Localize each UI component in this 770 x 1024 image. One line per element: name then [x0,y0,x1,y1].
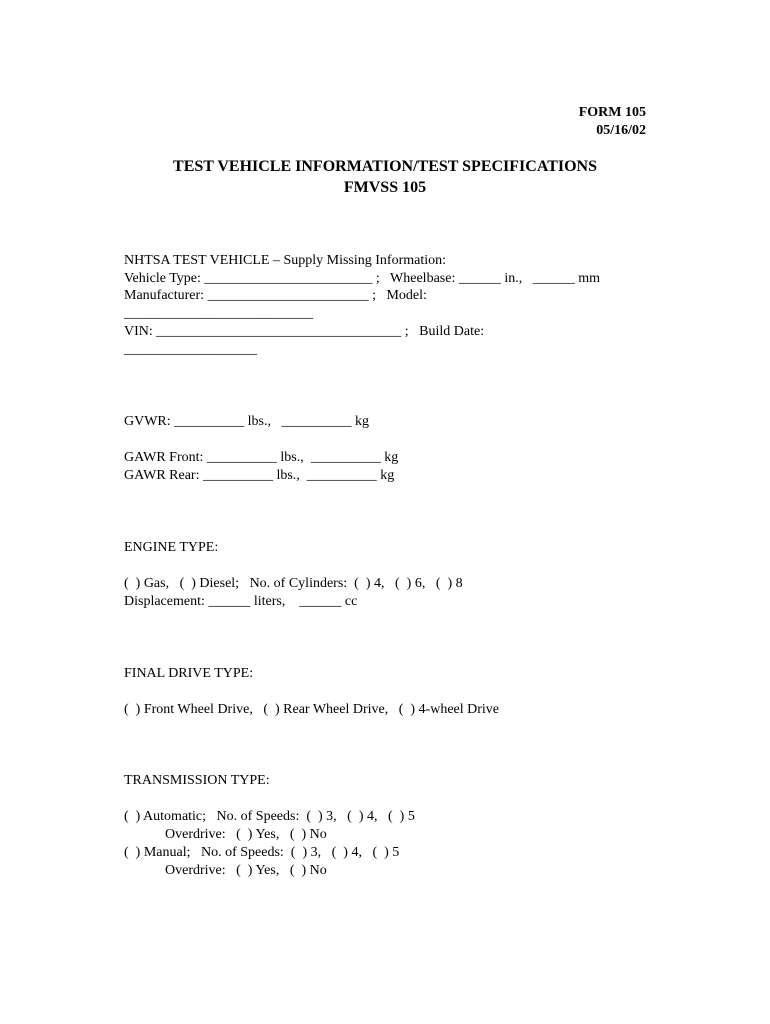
form-date: 05/16/02 [596,123,646,138]
form-number: FORM 105 [578,105,646,120]
gvwr-line[interactable]: GVWR: __________ lbs., __________ kg [124,414,369,429]
build-date-blank[interactable]: ___________________ [124,342,257,357]
displacement-line[interactable]: Displacement: ______ liters, ______ cc [124,594,358,609]
drive-heading: FINAL DRIVE TYPE: [124,666,254,681]
model-blank[interactable]: ___________________________ [124,306,313,321]
engine-heading: ENGINE TYPE: [124,540,219,555]
vehicle-heading: NHTSA TEST VEHICLE – Supply Missing Information: [124,253,447,268]
manual-overdrive-line[interactable]: Overdrive: ( ) Yes, ( ) No [165,863,327,878]
manufacturer-line[interactable]: Manufacturer: _______________________ ; Model: [124,288,427,303]
page-title: TEST VEHICLE INFORMATION/TEST SPECIFICATIONS [173,158,597,175]
manual-line[interactable]: ( ) Manual; No. of Speeds: ( ) 3, ( ) 4, ( ) 5 [124,845,400,860]
transmission-heading: TRANSMISSION TYPE: [124,773,270,788]
automatic-line[interactable]: ( ) Automatic; No. of Speeds: ( ) 3, ( ) 4, ( ) 5 [124,809,415,824]
vin-line[interactable]: VIN: ___________________________________ ; Build Date: [124,324,485,339]
page-subtitle: FMVSS 105 [343,179,427,196]
gawr-front-line[interactable]: GAWR Front: __________ lbs., __________ kg [124,450,399,465]
drive-options-line[interactable]: ( ) Front Wheel Drive, ( ) Rear Wheel Drive, ( ) 4-wheel Drive [124,702,500,717]
gawr-rear-line[interactable]: GAWR Rear: __________ lbs., __________ kg [124,468,395,483]
engine-fuel-line[interactable]: ( ) Gas, ( ) Diesel; No. of Cylinders: ( ) 4, ( ) 6, ( ) 8 [124,576,463,591]
automatic-overdrive-line[interactable]: Overdrive: ( ) Yes, ( ) No [165,827,327,842]
vehicle-type-line[interactable]: Vehicle Type: ________________________ ; Wheelbase: ______ in., ______ mm [124,271,601,286]
